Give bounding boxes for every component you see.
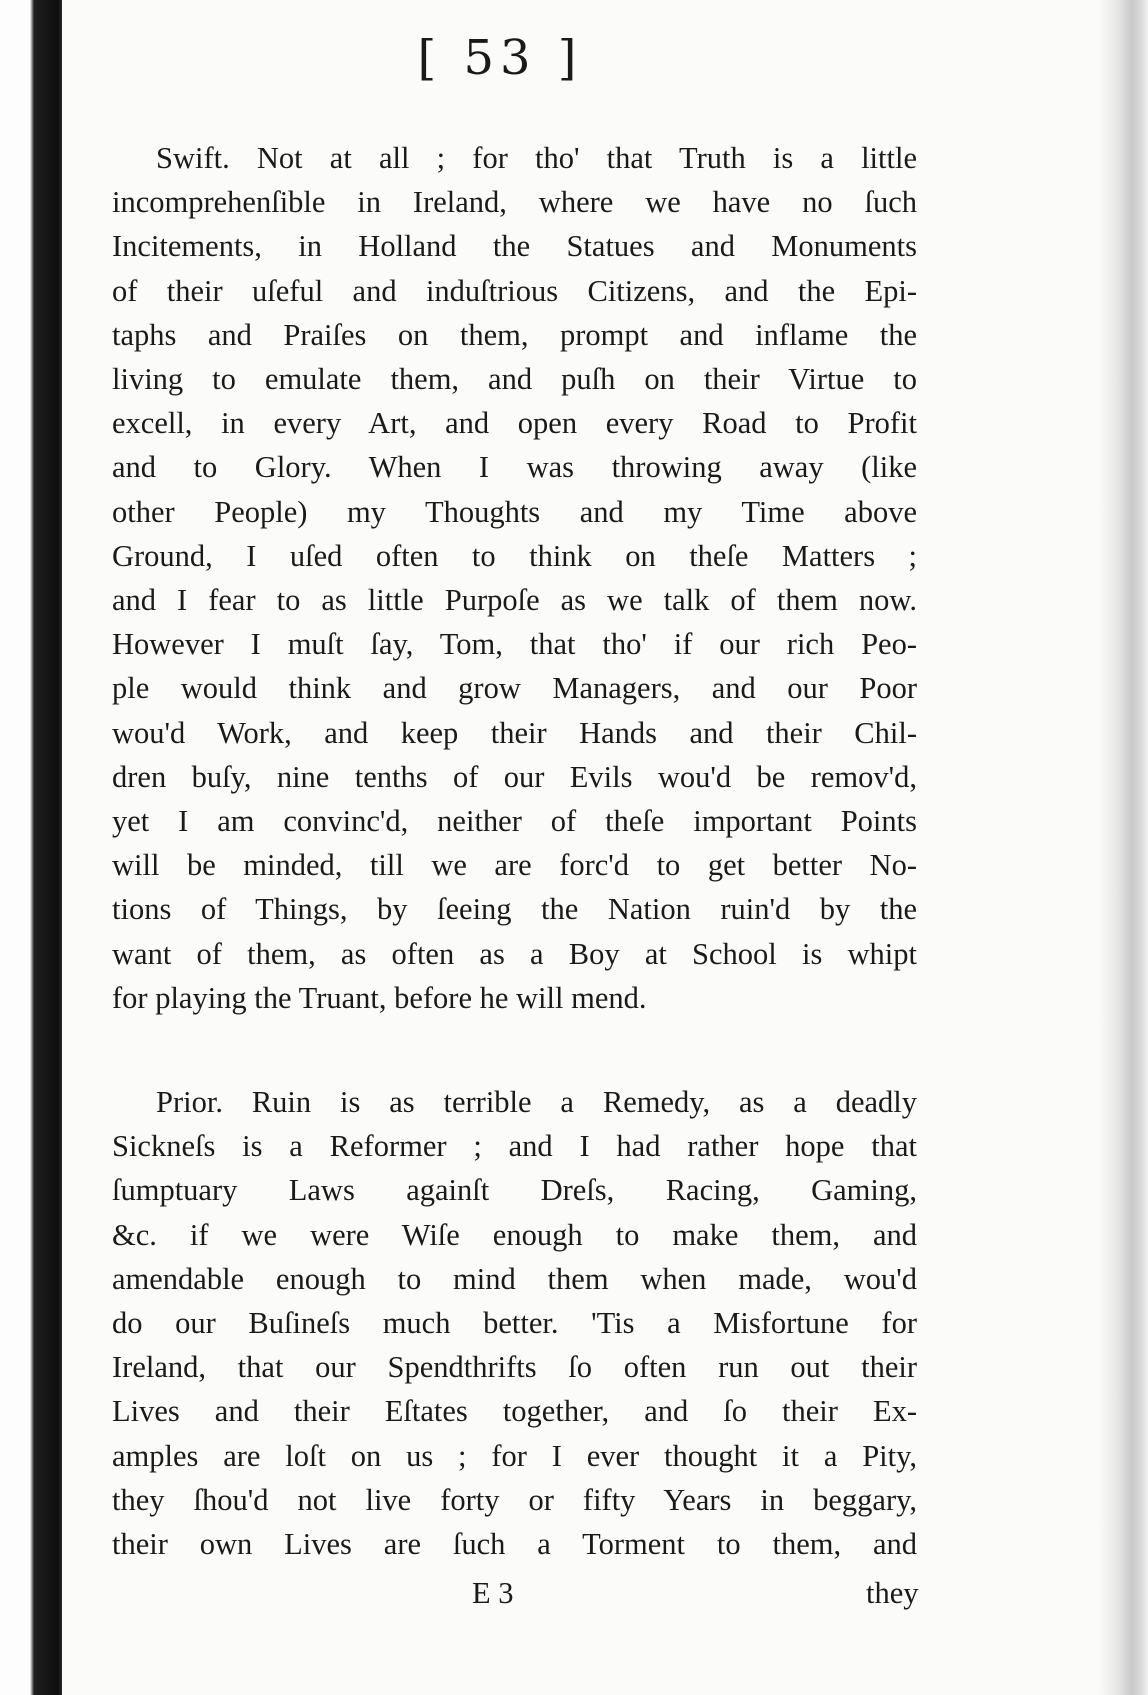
text-line: amendable enough to mind them when made, wou'd [112, 1261, 917, 1296]
text-line: ple would think and grow Managers, and our Poor [112, 671, 917, 706]
text-line: Prior. Ruin is as terrible a Remedy, as a deadly [156, 1085, 917, 1119]
text-line: amples are loſt on us ; for I ever thought it a Pity, [112, 1438, 917, 1473]
text-line: excell, in every Art, and open every Road to Profit [112, 406, 917, 441]
text-line: they ſhou'd not live forty or fifty Years in beggary, [112, 1482, 917, 1517]
text-line: and to Glory. When I was throwing away (like [112, 450, 917, 485]
text-line: dren buſy, nine tenths of our Evils wou'd be remov'd, [112, 759, 917, 794]
text-line: Sickneſs is a Reformer ; and I had rather hope that [112, 1129, 917, 1164]
text-line: Lives and their Eſtates together, and ſo their Ex- [112, 1394, 917, 1429]
text-line: Swift. Not at all ; for tho' that Truth is a little [156, 141, 917, 175]
text-line: incomprehenſible in Ireland, where we have no ſuch [112, 185, 917, 220]
text-line: ſumptuary Laws againſt Dreſs, Racing, Gaming, [112, 1173, 917, 1208]
signature-mark: E 3 [472, 1576, 514, 1610]
text-line: other People) my Thoughts and my Time above [112, 494, 917, 529]
text-line: yet I am convinc'd, neither of theſe important Points [112, 804, 917, 839]
text-line: their own Lives are ſuch a Torment to them, and [112, 1527, 917, 1562]
paragraph-prior [112, 1080, 917, 1566]
text-line: do our Buſineſs much better. 'Tis a Misfortune for [112, 1306, 917, 1341]
text-line: &c. if we were Wiſe enough to make them, and [112, 1217, 917, 1252]
text-line: taphs and Praiſes on them, prompt and inflame the [112, 317, 917, 352]
catchword: they [866, 1576, 919, 1610]
text-line: Ground, I uſed often to think on theſe Matters ; [112, 538, 917, 573]
text-line: However I muſt ſay, Tom, that tho' if our rich Peo- [112, 627, 917, 662]
text-line: will be minded, till we are forc'd to get better No- [112, 848, 917, 883]
text-line: Ireland, that our Spendthrifts ſo often run out their [112, 1350, 917, 1385]
text-line: living to emulate them, and puſh on their Virtue to [112, 362, 917, 397]
text-line: for playing the Truant, before he will mend. [112, 980, 647, 1015]
text-line: of their uſeful and induſtrious Citizens, and the Epi- [112, 273, 917, 308]
text-line: wou'd Work, and keep their Hands and their Chil- [112, 715, 917, 750]
binding-shadow [0, 0, 62, 1695]
page-number: [ 53 ] [417, 30, 583, 86]
page-edge-shadow [1098, 0, 1148, 1695]
text-line: tions of Things, by ſeeing the Nation ruin'd by the [112, 892, 917, 927]
paragraph-swift [112, 136, 917, 1020]
text-line: Incitements, in Holland the Statues and Monuments [112, 229, 917, 264]
text-line: and I fear to as little Purpoſe as we talk of them now. [112, 583, 917, 618]
text-line: want of them, as often as a Boy at School is whipt [112, 936, 917, 971]
